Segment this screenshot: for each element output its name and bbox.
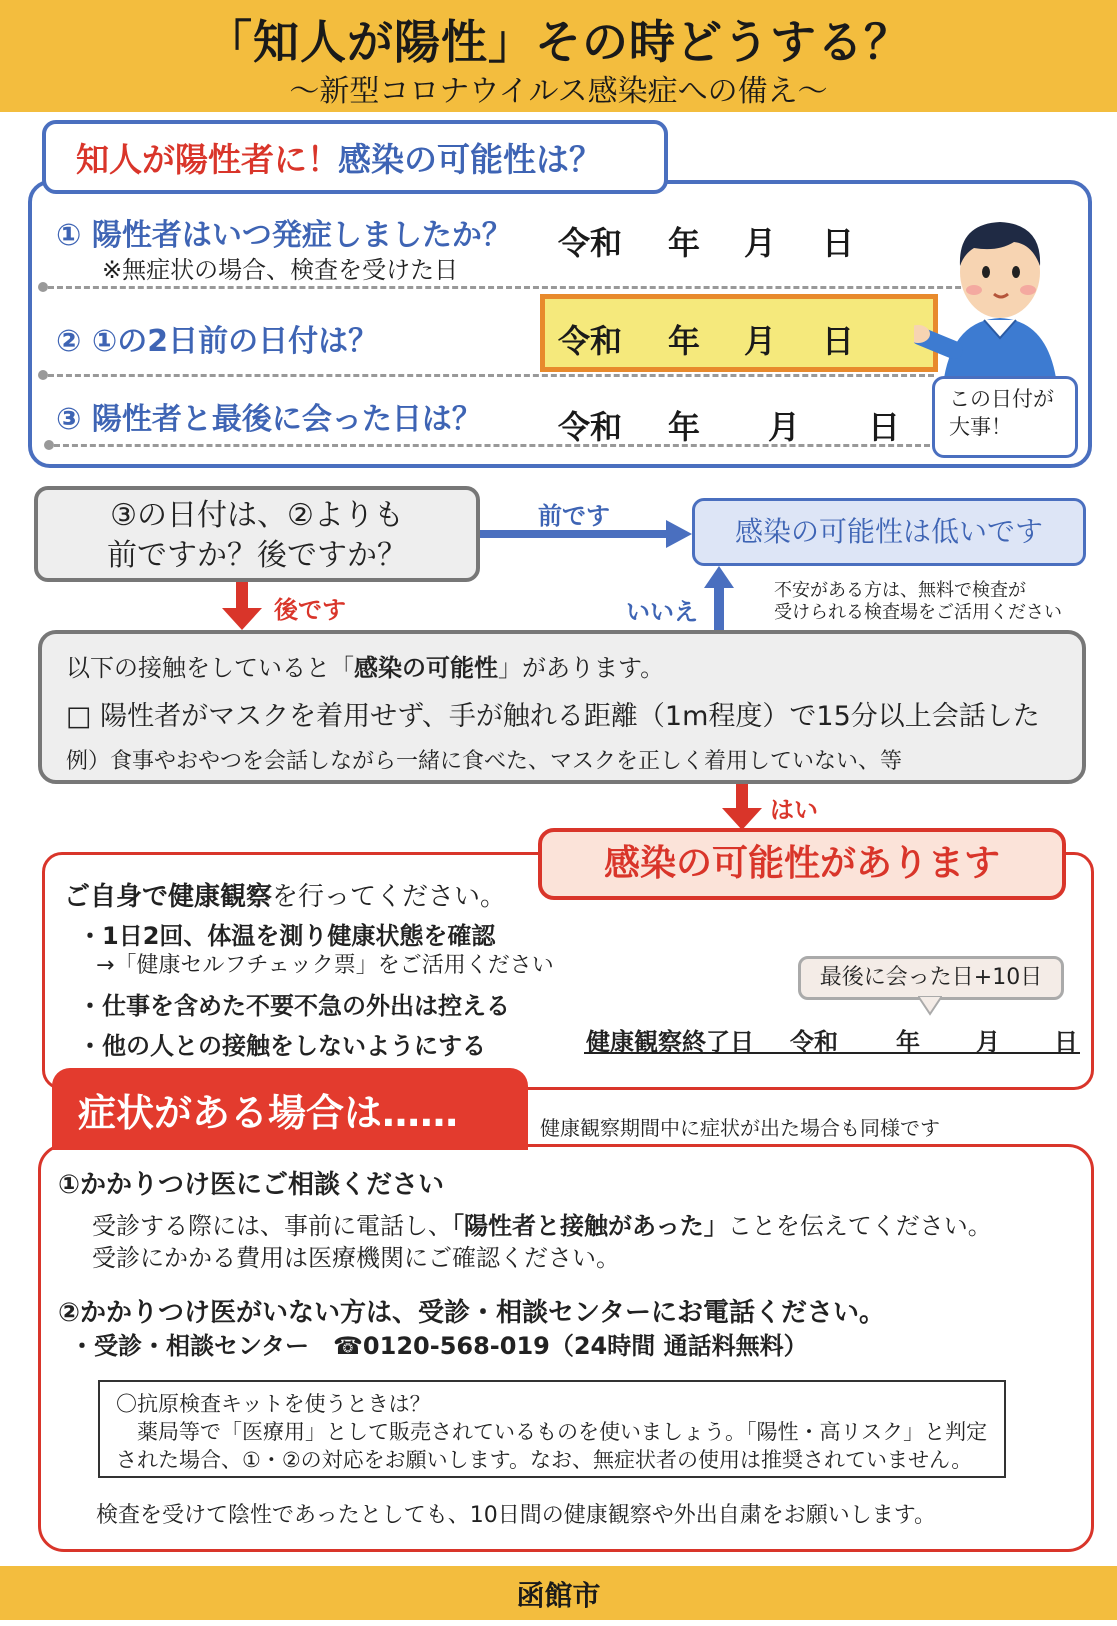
kit-line-3: された場合、①・②の対応をお願いします。なお、無症状者の使用は推奨されていません。 [116, 1448, 973, 1472]
row-divider [48, 286, 988, 289]
contact-intro-a: 以下の接触をしていると「 [66, 654, 354, 682]
down-arrow-icon [722, 784, 762, 830]
tab-blue-text: 感染の可能性は？ [338, 140, 602, 179]
compare-question-line-2: 前ですか？後ですか？ [107, 538, 407, 573]
q3-year: 年 [668, 408, 701, 446]
q2-year: 年 [668, 322, 701, 360]
end-month: 月 [976, 1028, 1000, 1056]
yes-label: はい [770, 796, 818, 824]
q1-year: 年 [668, 224, 701, 262]
q2-day: 日 [822, 322, 855, 360]
tab-red-text: 知人が陽性者に！ [76, 140, 340, 179]
up-arrow-icon [704, 566, 734, 632]
contact-item: □ 陽性者がマスクを着用せず、手が触れる距離（1m程度）で15分以上会話した [66, 701, 1040, 732]
antigen-kit-box [98, 1380, 1006, 1478]
observation-item-2: ・仕事を含めた不要不急の外出は控える [78, 992, 510, 1020]
question-2: ② ①の2日前の日付は？ [56, 324, 379, 359]
question-3: ③ 陽性者と最後に会った日は？ [56, 402, 482, 437]
kit-line-1: 〇抗原検査キットを使うときは？ [116, 1392, 431, 1416]
low-note-line-2: 受けられる検査場をご活用ください [774, 602, 1062, 623]
symptoms-para-1-c: ことを伝えてください。 [727, 1212, 992, 1240]
symptoms-para-1 [92, 1206, 992, 1241]
q3-era: 令和 [558, 408, 623, 446]
city-name: 函館市 [516, 1579, 601, 1612]
contact-intro [66, 648, 664, 683]
plus-ten-days-bubble: 最後に会った日+10日 [798, 956, 1064, 1000]
person-pointing-icon [914, 200, 1084, 380]
possibility-exists-box: 感染の可能性があります [538, 828, 1066, 900]
q3-month: 月 [768, 408, 801, 446]
question-1-note: ※無症状の場合、検査を受けた日 [102, 256, 459, 284]
symptoms-heading-2: ②かかりつけ医がいない方は、受診・相談センターにお電話ください。 [58, 1298, 885, 1328]
no-label: いいえ [626, 598, 698, 626]
page-title: 「知人が陽性」その時どうする？ [206, 15, 911, 69]
contact-conditions-box [38, 630, 1086, 784]
speech-line-2: 大事！ [949, 415, 1012, 439]
row-dot [38, 370, 48, 380]
observation-item-3: ・他の人との接触をしないようにする [78, 1032, 486, 1060]
date-check-tab [42, 120, 668, 194]
page-subtitle: ～新型コロナウイルス感染症への備え～ [289, 74, 828, 109]
bubble-pointer [918, 996, 942, 1016]
consultation-center-phone: ・受診・相談センター ☎0120-568-019（24時間 通話料無料） [70, 1332, 808, 1360]
symptoms-heading-1: ①かかりつけ医にご相談ください [58, 1170, 445, 1200]
q1-day: 日 [822, 224, 855, 262]
symptoms-tab-note: 健康観察期間中に症状が出た場合も同様です [540, 1116, 940, 1140]
low-note [774, 580, 1062, 624]
symptoms-para-1-a: 受診する際には、事前に電話し、 [92, 1212, 452, 1240]
observation-item-1-note: →「健康セルフチェック票」をご活用ください [96, 953, 554, 978]
observation-lead [64, 876, 506, 913]
observation-lead-rest: を行ってください。 [272, 882, 507, 912]
q2-month: 月 [744, 322, 777, 360]
end-day: 日 [1054, 1028, 1078, 1056]
q2-era: 令和 [558, 322, 623, 360]
contact-intro-c: 」があります。 [498, 654, 665, 682]
compare-question-line-1: ③の日付は、②よりも [110, 498, 404, 533]
contact-intro-b: 感染の可能性 [354, 654, 498, 682]
question-1: ① 陽性者はいつ発症しましたか？ [56, 218, 512, 253]
after-label: 後です [274, 596, 346, 624]
row-dot [44, 440, 54, 450]
speech-line-1: この日付が [949, 387, 1054, 411]
low-possibility-box: 感染の可能性は低いです [692, 498, 1086, 566]
symptoms-para-1-line-2: 受診にかかる費用は医療機関にご確認ください。 [92, 1244, 620, 1272]
compare-question-box [34, 486, 480, 582]
observation-item-1: ・1日2回、体温を測り健康状態を確認 [78, 922, 496, 950]
symptoms-tab-text: 症状がある場合は…… [78, 1091, 459, 1135]
row-divider [48, 374, 934, 377]
end-era: 令和 [790, 1028, 838, 1056]
down-arrow-icon [222, 582, 262, 630]
q3-day: 日 [868, 408, 901, 446]
observation-lead-bold: ご自身で健康観察 [64, 882, 273, 912]
footer-band [0, 1566, 1117, 1620]
symptoms-tab [52, 1068, 528, 1150]
before-label: 前です [538, 502, 610, 530]
q1-era: 令和 [558, 224, 623, 262]
end-year: 年 [896, 1028, 920, 1056]
speech-bubble [932, 376, 1078, 458]
closing-note: 検査を受けて陰性であったとしても、10日間の健康観察や外出自粛をお願いします。 [96, 1503, 937, 1528]
low-note-line-1: 不安がある方は、無料で検査が [774, 580, 1026, 601]
contact-example: 例）食事やおやつを会話しながら一緒に食べた、マスクを正しく着用していない、等 [66, 749, 903, 774]
q1-month: 月 [744, 224, 777, 262]
end-date-label: 健康観察終了日 [586, 1028, 754, 1056]
kit-line-2: 薬局等で「医療用」として販売されているものを使いましょう。「陽性・高リスク」と判定 [116, 1420, 988, 1444]
symptoms-para-1-b: 「陽性者と接触があった」 [452, 1212, 728, 1240]
row-divider [54, 444, 930, 447]
row-dot [38, 282, 48, 292]
